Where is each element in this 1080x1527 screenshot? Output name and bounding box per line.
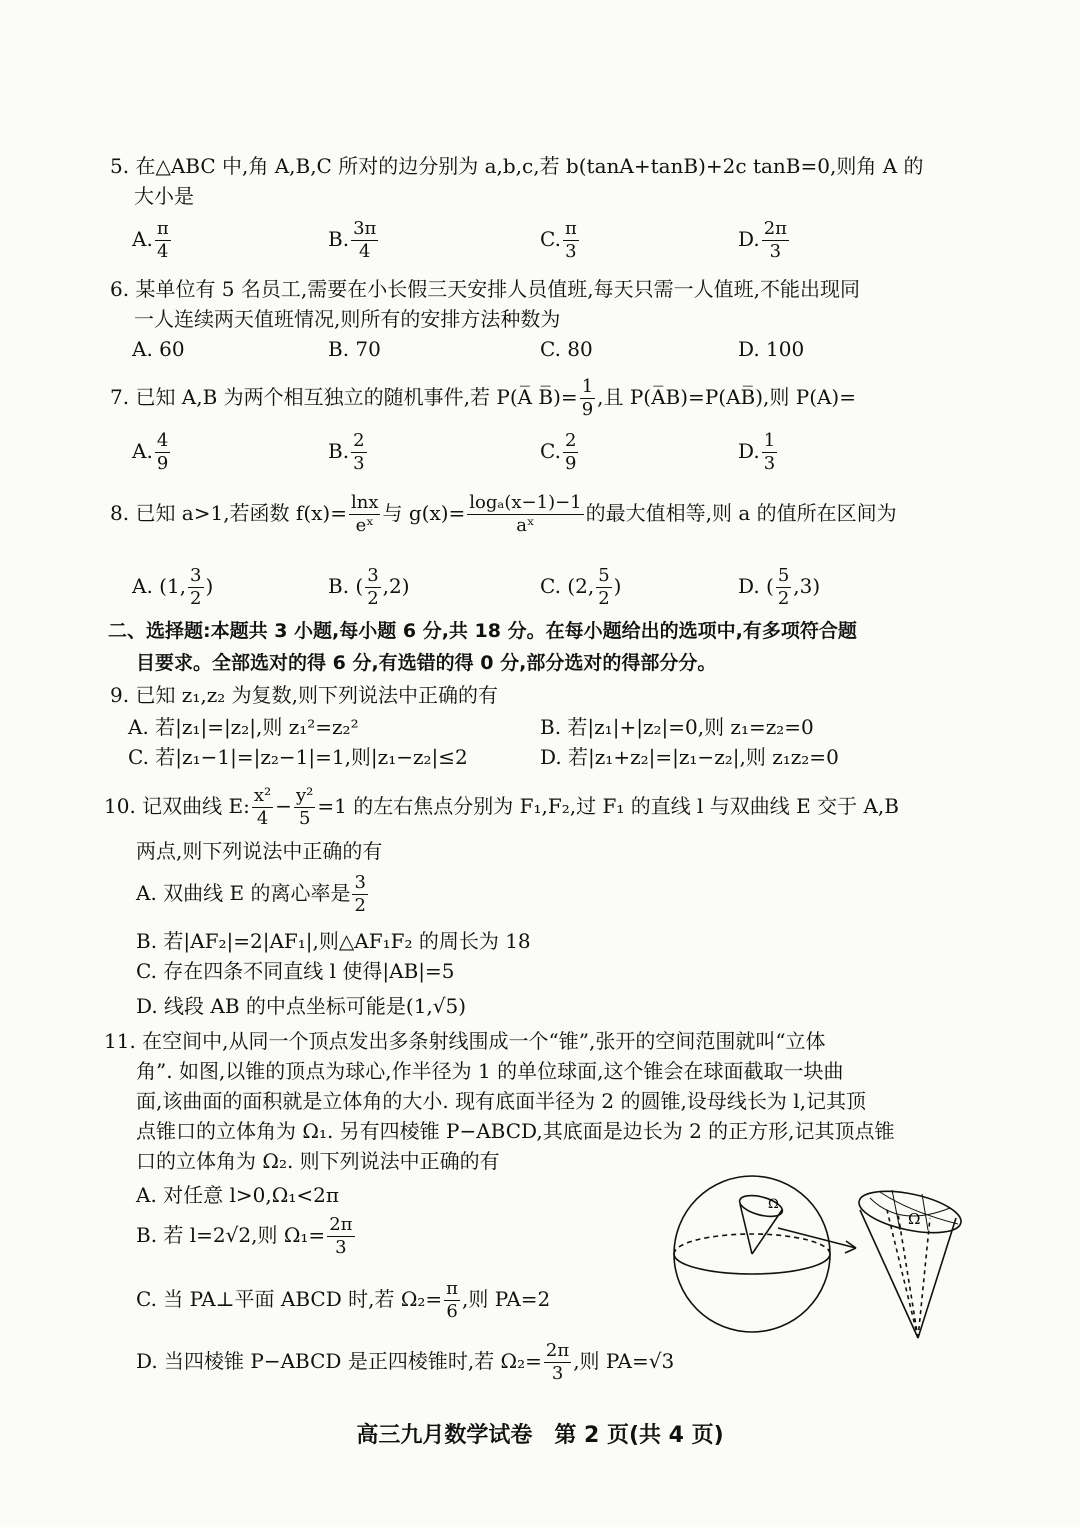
- q11-option-d: D. 当四棱锥 P−ABCD 是正四棱锥时,若 Ω₂= $\frac{2\pi}{3}$ ,则 PA=√3: [136, 1340, 675, 1384]
- q7-option-b: B. $\frac{2}{3}$: [328, 430, 365, 474]
- q11-stem-line5: 口的立体角为 Ω₂. 则下列说法中正确的有: [136, 1149, 500, 1173]
- q5-stem-line2: 大小是: [134, 184, 194, 208]
- q11-stem-line3: 面,该曲面的面积就是立体角的大小. 现有底面半径为 2 的圆锥,设母线长为 l,记其顶: [136, 1089, 866, 1113]
- q7-option-a: A. $\frac{4}{9}$: [132, 430, 169, 474]
- page-footer: 高三九月数学试卷 第 2 页(共 4 页): [356, 1423, 724, 1448]
- q9-option-b: B. 若|z₁|+|z₂|=0,则 z₁=z₂=0: [540, 715, 814, 739]
- q6-stem-line2: 一人连续两天值班情况,则所有的安排方法种数为: [134, 307, 561, 331]
- q11-option-a: A. 对任意 l>0,Ω₁<2π: [136, 1183, 339, 1207]
- q10-stem-line1: 10. 记双曲线 E: $\frac{\text{x²}}{4}$ − $\frac{\text{y²}}{5}$ =1 的左右焦点分别为 F₁,F₂,过 F₁ 的直线 l 与双曲线 E 交于 A,B: [104, 785, 899, 829]
- arrow-line: [778, 1228, 856, 1248]
- q8-option-c: C. (2, $\frac{5}{2}$ ): [540, 565, 622, 609]
- omega-label-small: Ω: [768, 1197, 779, 1212]
- q11-option-c: C. 当 PA⊥平面 ABCD 时,若 Ω₂= $\frac{\pi}{6}$ ,则 PA=2: [136, 1278, 551, 1322]
- q6-stem-line1: 6. 某单位有 5 名员工,需要在小长假三天安排人员值班,每天只需一人值班,不能出现同: [110, 277, 860, 301]
- q11-stem-line4: 点锥口的立体角为 Ω₁. 另有四棱锥 P−ABCD,其底面是边长为 2 的正方形,记其顶点锥: [136, 1119, 895, 1143]
- q9-option-d: D. 若|z₁+z₂|=|z₁−z₂|,则 z₁z₂=0: [540, 745, 839, 769]
- solid-angle-figure: [660, 1168, 980, 1348]
- q8-option-b: B. ( $\frac{3}{2}$ ,2): [328, 565, 410, 609]
- q5-option-d: D. $\frac{2\pi}{3}$: [738, 218, 787, 262]
- q11-stem-line1: 11. 在空间中,从同一个顶点发出多条射线围成一个“锥”,张开的空间范围就叫“立体: [104, 1029, 826, 1053]
- q9-stem: 9. 已知 z₁,z₂ 为复数,则下列说法中正确的有: [110, 683, 498, 707]
- q10-stem-line2: 两点,则下列说法中正确的有: [136, 839, 383, 863]
- section2-heading-line2: 目要求。全部选对的得 6 分,有选错的得 0 分,部分选对的得部分分。: [136, 652, 717, 674]
- q9-option-a: A. 若|z₁|=|z₂|,则 z₁²=z₂²: [128, 715, 359, 739]
- sphere-equator-front: [674, 1254, 830, 1274]
- q7-stem: 7. 已知 A,B 为两个相互独立的随机事件,若 P(A̅ B̅)= $\frac{1}{9}$ ,且 P(A̅B)=P(AB̅),则 P(A)=: [110, 376, 856, 420]
- q5-option-a: A. $\frac{\pi}{4}$: [132, 218, 169, 262]
- q5-option-c: C. $\frac{\pi}{3}$: [540, 218, 577, 262]
- q8-stem: 8. 已知 a>1,若函数 f(x)= $\frac{\ln x}{\text{eˣ}}$ 与 g(x)= $\frac{\text{logₐ(x−1)−1}}{\text{aˣ}}$ 的最大值相等,则 a 的值所在区间为: [110, 492, 897, 536]
- omega-label-large: Ω: [908, 1210, 921, 1228]
- q5-option-b: B. $\frac{3\pi}{4}$: [328, 218, 377, 262]
- q6-option-a: A. 60: [132, 337, 185, 361]
- q6-option-b: B. 70: [328, 337, 381, 361]
- q8-option-d: D. ( $\frac{5}{2}$ ,3): [738, 565, 821, 609]
- q9-option-c: C. 若|z₁−1|=|z₂−1|=1,则|z₁−z₂|≤2: [128, 745, 468, 769]
- q6-option-c: C. 80: [540, 337, 593, 361]
- q7-option-c: C. $\frac{2}{9}$: [540, 430, 577, 474]
- q10-option-d: D. 线段 AB 的中点坐标可能是(1,√5): [136, 994, 467, 1018]
- q10-option-b: B. 若|AF₂|=2|AF₁|,则△AF₁F₂ 的周长为 18: [136, 929, 531, 953]
- q8-option-a: A. (1, $\frac{3}{2}$ ): [132, 565, 214, 609]
- section2-heading-line1: 二、选择题:本题共 3 小题,每小题 6 分,共 18 分。在每小题给出的选项中,有多项符合题: [108, 620, 857, 642]
- q6-option-d: D. 100: [738, 337, 805, 361]
- q7-option-d: D. $\frac{1}{3}$: [738, 430, 776, 474]
- q11-option-b: B. 若 l=2√2,则 Ω₁= $\frac{2\pi}{3}$: [136, 1214, 353, 1258]
- q5-stem-line1: 5. 在△ABC 中,角 A,B,C 所对的边分别为 a,b,c,若 b(tanA+tanB)+2c tanB=0,则角 A 的: [110, 154, 924, 178]
- q11-stem-line2: 角”. 如图,以锥的顶点为球心,作半径为 1 的单位球面,这个锥会在球面截取一块曲: [136, 1059, 844, 1083]
- q10-option-a: A. 双曲线 E 的离心率是 $\frac{3}{2}$: [136, 872, 366, 916]
- q10-option-c: C. 存在四条不同直线 l 使得|AB|=5: [136, 959, 455, 983]
